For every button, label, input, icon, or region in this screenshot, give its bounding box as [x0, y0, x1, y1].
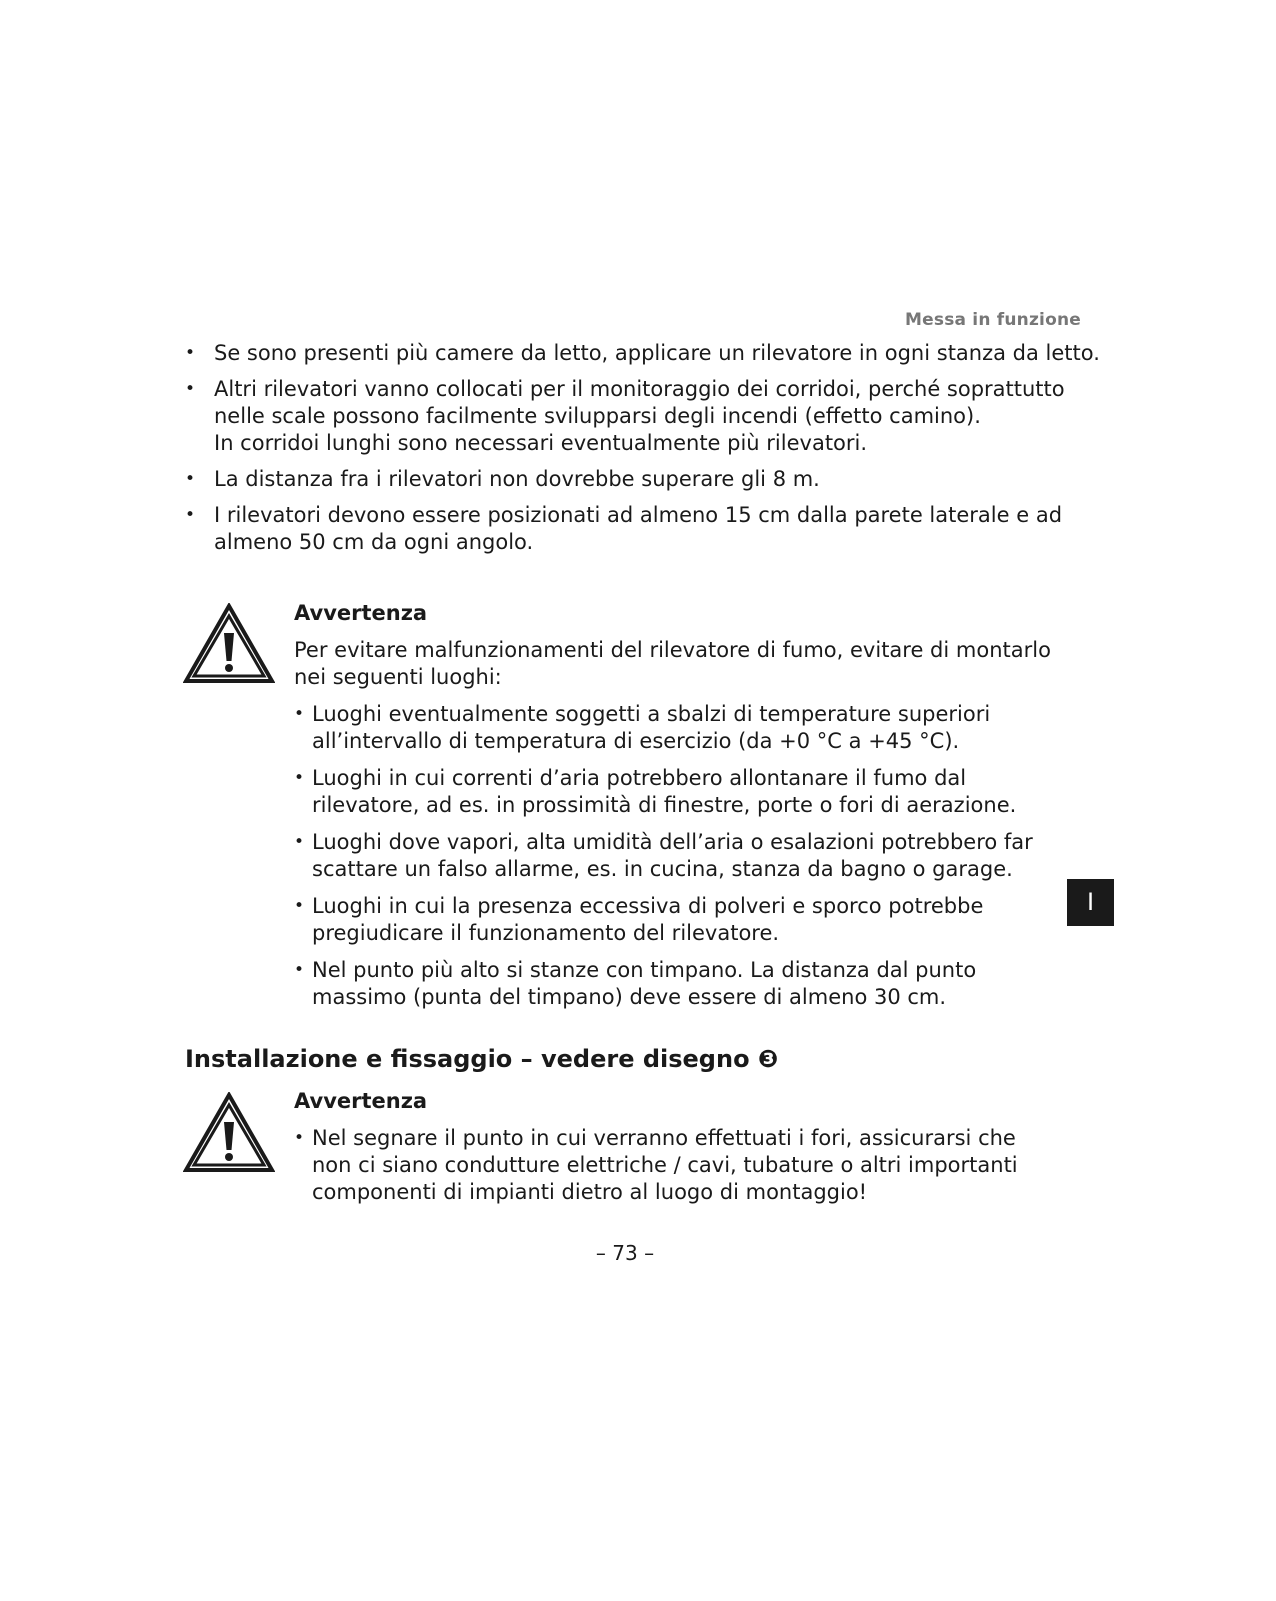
bullet-dot: •	[294, 960, 305, 980]
text-line: almeno 50 cm da ogni angolo.	[214, 530, 534, 554]
warning-title: Avvertenza	[294, 1089, 428, 1113]
text-line: Altri rilevatori vanno collocati per il monitoraggio dei corridoi, perché soprattutto	[214, 377, 1065, 401]
bullet-dot: •	[294, 896, 305, 916]
text-line: Luoghi dove vapori, alta umidità dell’aria o esalazioni potrebbero far	[312, 830, 1033, 854]
warning-intro	[294, 637, 1074, 691]
text-line: Luoghi eventualmente soggetti a sbalzi di temperature superiori	[312, 702, 991, 726]
text-line: all’intervallo di temperatura di esercizio (da +0 °C a +45 °C).	[312, 729, 960, 753]
list-item	[294, 701, 1074, 755]
bullet-dot: •	[185, 343, 196, 363]
text-line: nei seguenti luoghi:	[294, 665, 502, 689]
bullet-dot: •	[185, 469, 196, 489]
language-tab-marker: I	[1067, 879, 1114, 926]
bullet-dot: •	[294, 832, 305, 852]
text-line: Se sono presenti più camere da letto, applicare un rilevatore in ogni stanza da letto.	[214, 341, 1100, 365]
warning-title: Avvertenza	[294, 601, 428, 625]
bullet-dot: •	[185, 379, 196, 399]
text-line: non ci siano condutture elettriche / cavi, tubature o altri importanti	[312, 1153, 1018, 1177]
text-line: Per evitare malfunzionamenti del rilevatore di fumo, evitare di montarlo	[294, 638, 1051, 662]
placement-bullet-list	[185, 340, 1100, 565]
avoid-locations-list	[294, 701, 1074, 1011]
list-item	[185, 502, 1085, 556]
list-item	[185, 376, 1085, 457]
warning-block-placement	[294, 600, 1074, 1021]
list-item	[294, 765, 1074, 819]
list-item	[294, 829, 1074, 883]
bullet-dot: •	[294, 704, 305, 724]
text-line: In corridoi lunghi sono necessari eventualmente più rilevatori.	[214, 431, 868, 455]
section-heading: Installazione e fissaggio – vedere disegno ❸	[185, 1045, 779, 1073]
text-line: componenti di impianti dietro al luogo di montaggio!	[312, 1180, 868, 1204]
bullet-dot: •	[294, 1128, 305, 1148]
text-line: scattare un falso allarme, es. in cucina, stanza da bagno o garage.	[312, 857, 1013, 881]
bullet-dot: •	[185, 505, 196, 525]
list-item	[294, 1125, 1074, 1206]
text-line: rilevatore, ad es. in prossimità di finestre, porte o fori di aerazione.	[312, 793, 1017, 817]
text-line: Luoghi in cui correnti d’aria potrebbero allontanare il fumo dal	[312, 766, 967, 790]
warning-triangle-icon	[183, 603, 275, 685]
text-line: I rilevatori devono essere posizionati ad almeno 15 cm dalla parete laterale e ad	[214, 503, 1063, 527]
text-line: nelle scale possono facilmente svilupparsi degli incendi (effetto camino).	[214, 404, 981, 428]
warning-block-installation	[294, 1088, 1074, 1216]
text-line: La distanza fra i rilevatori non dovrebbe superare gli 8 m.	[214, 467, 820, 491]
warning-triangle-icon	[183, 1092, 275, 1174]
drilling-warning-list	[294, 1125, 1074, 1206]
list-item	[185, 466, 1085, 493]
list-item	[294, 957, 1074, 1011]
running-head: Messa in funzione	[905, 310, 1081, 330]
list-item	[185, 340, 1100, 367]
page-number: – 73 –	[595, 1241, 655, 1265]
text-line: Nel segnare il punto in cui verranno effettuati i fori, assicurarsi che	[312, 1126, 1016, 1150]
text-line: pregiudicare il funzionamento del rilevatore.	[312, 921, 780, 945]
list-item	[294, 893, 1074, 947]
text-line: Nel punto più alto si stanze con timpano. La distanza dal punto	[312, 958, 977, 982]
text-line: massimo (punta del timpano) deve essere di almeno 30 cm.	[312, 985, 947, 1009]
bullet-dot: •	[294, 768, 305, 788]
text-line: Luoghi in cui la presenza eccessiva di polveri e sporco potrebbe	[312, 894, 984, 918]
